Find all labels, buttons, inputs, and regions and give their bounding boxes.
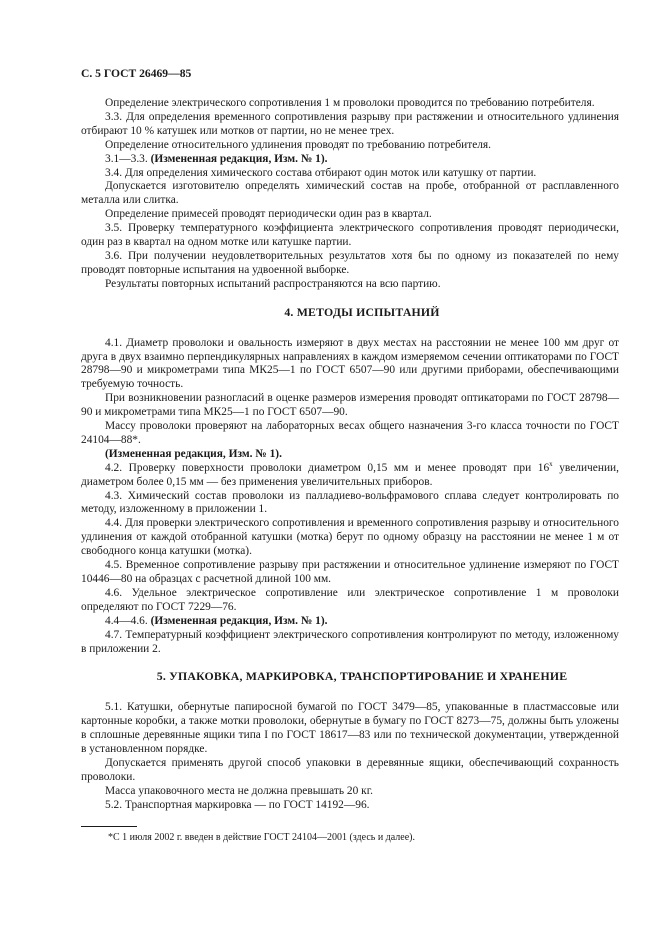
paragraph: 3.6. При получении неудовлетворительных результатов хотя бы по одному из показателей по нему проводят повторные испытания на удвоенной выборке.: [81, 249, 619, 276]
paragraph: Допускается применять другой способ упаковки в деревянные ящики, обеспечивающий сохранность проволоки.: [81, 756, 619, 783]
page-header: С. 5 ГОСТ 26469—85: [81, 67, 192, 80]
paragraph: 4.4. Для проверки электрического сопротивления и временного сопротивления разрыву и относительного удлинения от каждой отобранной катушки (мотка) берут по одному образцу на расстоянии не менее 1 м от свободного конца катушки (мотка).: [81, 517, 619, 558]
paragraph: Массу проволоки проверяют на лабораторных весах общего назначения 3-го класса точности по ГОСТ 24104—88*.: [81, 420, 619, 446]
amendment-note: [81, 153, 619, 167]
section-heading-5: 5. УПАКОВКА, МАРКИРОВКА, ТРАНСПОРТИРОВАНИЕ И ХРАНЕНИЕ: [156, 669, 568, 684]
paragraph-text: увеличении, диаметром более 0,15 мм — без применения увеличительных приборов.: [81, 461, 619, 488]
paragraph: При возникновении разногласий в оценке размеров измерения проводят оптикаторами по ГОСТ 28798—90 и микрометрами типа МК25—1 по ГОСТ 6507—90.: [81, 392, 619, 419]
paragraph: 4.1. Диаметр проволоки и овальность измеряют в двух местах на расстоянии не менее 100 мм друг от друга в двух взаимно перпендикулярных направлениях в каждом измеряемом сечении оптикаторами по ГОСТ 28798—90 и микрометрами типа МК25—1 по ГОСТ 6507—90 или другими приборами, обеспечивающими требуемую точность.: [81, 336, 619, 391]
footnote: *С 1 июля 2002 г. введен в действие ГОСТ 24104—2001 (здесь и далее).: [108, 832, 415, 843]
paragraph: 5.1. Катушки, обернутые папиросной бумагой по ГОСТ 3479—85, упакованные в пластмассовые или картонные коробки, а также мотки проволоки, обернутые в бумагу по ГОСТ 8273—75, должны быть уложены в сплошные деревянные ящики типа I по ГОСТ 18617—83 или по технической документации, утвержденной в установленном порядке.: [81, 701, 619, 756]
paragraph: 4.5. Временное сопротивление разрыву при растяжении и относительное удлинение измеряют по ГОСТ 10446—80 на образцах с расчетной длиной 100 мм.: [81, 559, 619, 585]
paragraph: 3.4. Для определения химического состава отбирают один моток или катушку от партии.: [105, 166, 537, 179]
amendment-ref: 4.4—4.6.: [105, 614, 151, 627]
magnification-superscript: х: [549, 459, 553, 468]
paragraph-text: 4.2. Проверку поверхности проволоки диаметром 0,15 мм и менее проводят при 16: [105, 461, 550, 474]
paragraph: Определение относительного удлинения проводят по требованию потребителя.: [105, 138, 492, 151]
amendment-note: [81, 615, 619, 629]
paragraph: 5.2. Транспортная маркировка — по ГОСТ 14192—96.: [105, 798, 370, 811]
paragraph: 4.6. Удельное электрическое сопротивление или электрическое сопротивление 1 м проволоки определяют по ГОСТ 7229—76.: [81, 586, 619, 613]
paragraph: 4.3. Химический состав проволоки из палладиево-вольфрамового сплава следует контролировать по методу, изложенному в приложении 1.: [81, 489, 619, 516]
amendment-label: (Измененная редакция, Изм. № 1).: [105, 447, 282, 460]
paragraph: Результаты повторных испытаний распространяются на всю партию.: [105, 277, 441, 290]
section-heading-4: 4. МЕТОДЫ ИСПЫТАНИЙ: [284, 304, 440, 319]
paragraph: 4.7. Температурный коэффициент электрического сопротивления контролируют по методу, изложенному в приложении 2.: [81, 628, 619, 655]
paragraph: 3.5. Проверку температурного коэффициента электрического сопротивления проводят периодически, один раз в квартал на одном мотке или катушке партии.: [81, 222, 619, 249]
paragraph: Допускается изготовителю определять химический состав на пробе, отобранной от расплавленного металла или слитка.: [81, 180, 619, 207]
paragraph: Определение электрического сопротивления 1 м проволоки проводится по требованию потребителя.: [105, 97, 595, 109]
document-body: [81, 97, 619, 813]
amendment-label: (Измененная редакция, Изм. № 1).: [150, 614, 328, 627]
amendment-label: (Измененная редакция, Изм. № 1).: [150, 152, 328, 165]
paragraph: Определение примесей проводят периодически один раз в квартал.: [105, 208, 432, 221]
paragraph: Масса упаковочного места не должна превышать 20 кг.: [105, 784, 373, 797]
paragraph: 3.3. Для определения временного сопротивления разрыву при растяжении и относительного удлинения отбирают 10 % катушек или мотков от партии, но не менее трех.: [81, 110, 619, 137]
paragraph: [81, 459, 619, 490]
amendment-ref: 3.1—3.3.: [105, 152, 151, 165]
amendment-note: [81, 448, 619, 462]
footnote-divider: [81, 826, 137, 827]
